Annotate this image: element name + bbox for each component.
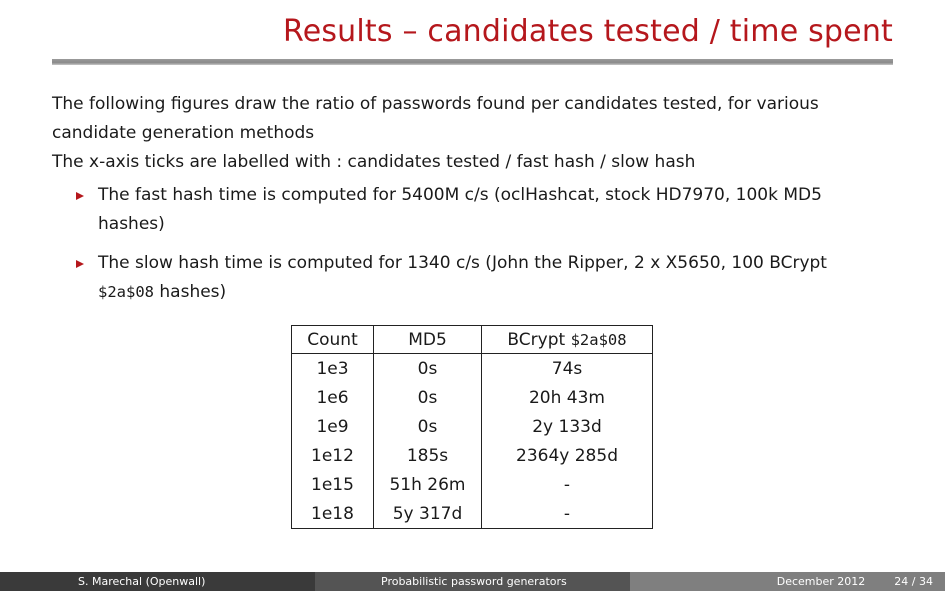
footer-date: December 2012 (776, 575, 866, 588)
footer-talk-title: Probabilistic password generators (315, 572, 630, 591)
bullet-triangle-icon (76, 192, 84, 200)
footer-page-number: 24 / 34 (894, 575, 933, 588)
cell-md5: 51h 26m (374, 470, 482, 499)
cell-count: 1e3 (292, 354, 374, 384)
header-count: Count (292, 326, 374, 354)
bullet-slow-hash (52, 249, 882, 307)
header-bcrypt-label: BCrypt (507, 329, 571, 350)
results-table (291, 325, 653, 529)
slide-footer (0, 572, 945, 591)
bullet-slow-hash-text: The slow hash time is computed for 1340 c/s (John the Ripper, 2 x X5650, 100 BCrypt (98, 253, 827, 273)
cell-count: 1e9 (292, 412, 374, 441)
bullet-triangle-icon (76, 260, 84, 268)
footer-author: S. Marechal (Openwall) (0, 572, 315, 591)
cell-count: 1e12 (292, 441, 374, 470)
header-bcrypt-code: $2a$08 (570, 330, 627, 349)
slide-body (52, 90, 882, 317)
table-row (292, 470, 653, 499)
slide-title: Results – candidates tested / time spent (283, 14, 893, 49)
header-md5: MD5 (374, 326, 482, 354)
cell-md5: 0s (374, 354, 482, 384)
title-rule (52, 59, 893, 65)
intro-paragraph: The following figures draw the ratio of passwords found per candidates tested, for various candidate generation methods (52, 94, 819, 143)
cell-bcrypt: 20h 43m (482, 383, 653, 412)
bcrypt-prefix-code: $2a$08 (98, 283, 154, 301)
bullet-fast-hash-text: The fast hash time is computed for 5400M c/s (oclHashcat, stock HD7970, 100k MD5 hashes) (98, 185, 822, 234)
cell-count: 1e15 (292, 470, 374, 499)
header-bcrypt (482, 326, 653, 354)
cell-bcrypt: 2364y 285d (482, 441, 653, 470)
bullet-slow-hash-tail: hashes) (154, 282, 227, 302)
bullet-fast-hash (52, 181, 882, 239)
cell-count: 1e6 (292, 383, 374, 412)
table-row (292, 499, 653, 529)
cell-bcrypt: 74s (482, 354, 653, 384)
footer-right (630, 572, 945, 591)
cell-md5: 0s (374, 383, 482, 412)
table-header-row (292, 326, 653, 354)
cell-count: 1e18 (292, 499, 374, 529)
table-row (292, 383, 653, 412)
cell-md5: 5y 317d (374, 499, 482, 529)
table-row (292, 412, 653, 441)
cell-bcrypt: - (482, 499, 653, 529)
cell-bcrypt: 2y 133d (482, 412, 653, 441)
table-row (292, 441, 653, 470)
cell-bcrypt: - (482, 470, 653, 499)
cell-md5: 0s (374, 412, 482, 441)
bullet-list (52, 181, 882, 307)
intro-axis-note: The x-axis ticks are labelled with : candidates tested / fast hash / slow hash (52, 152, 696, 172)
table-row (292, 354, 653, 384)
cell-md5: 185s (374, 441, 482, 470)
